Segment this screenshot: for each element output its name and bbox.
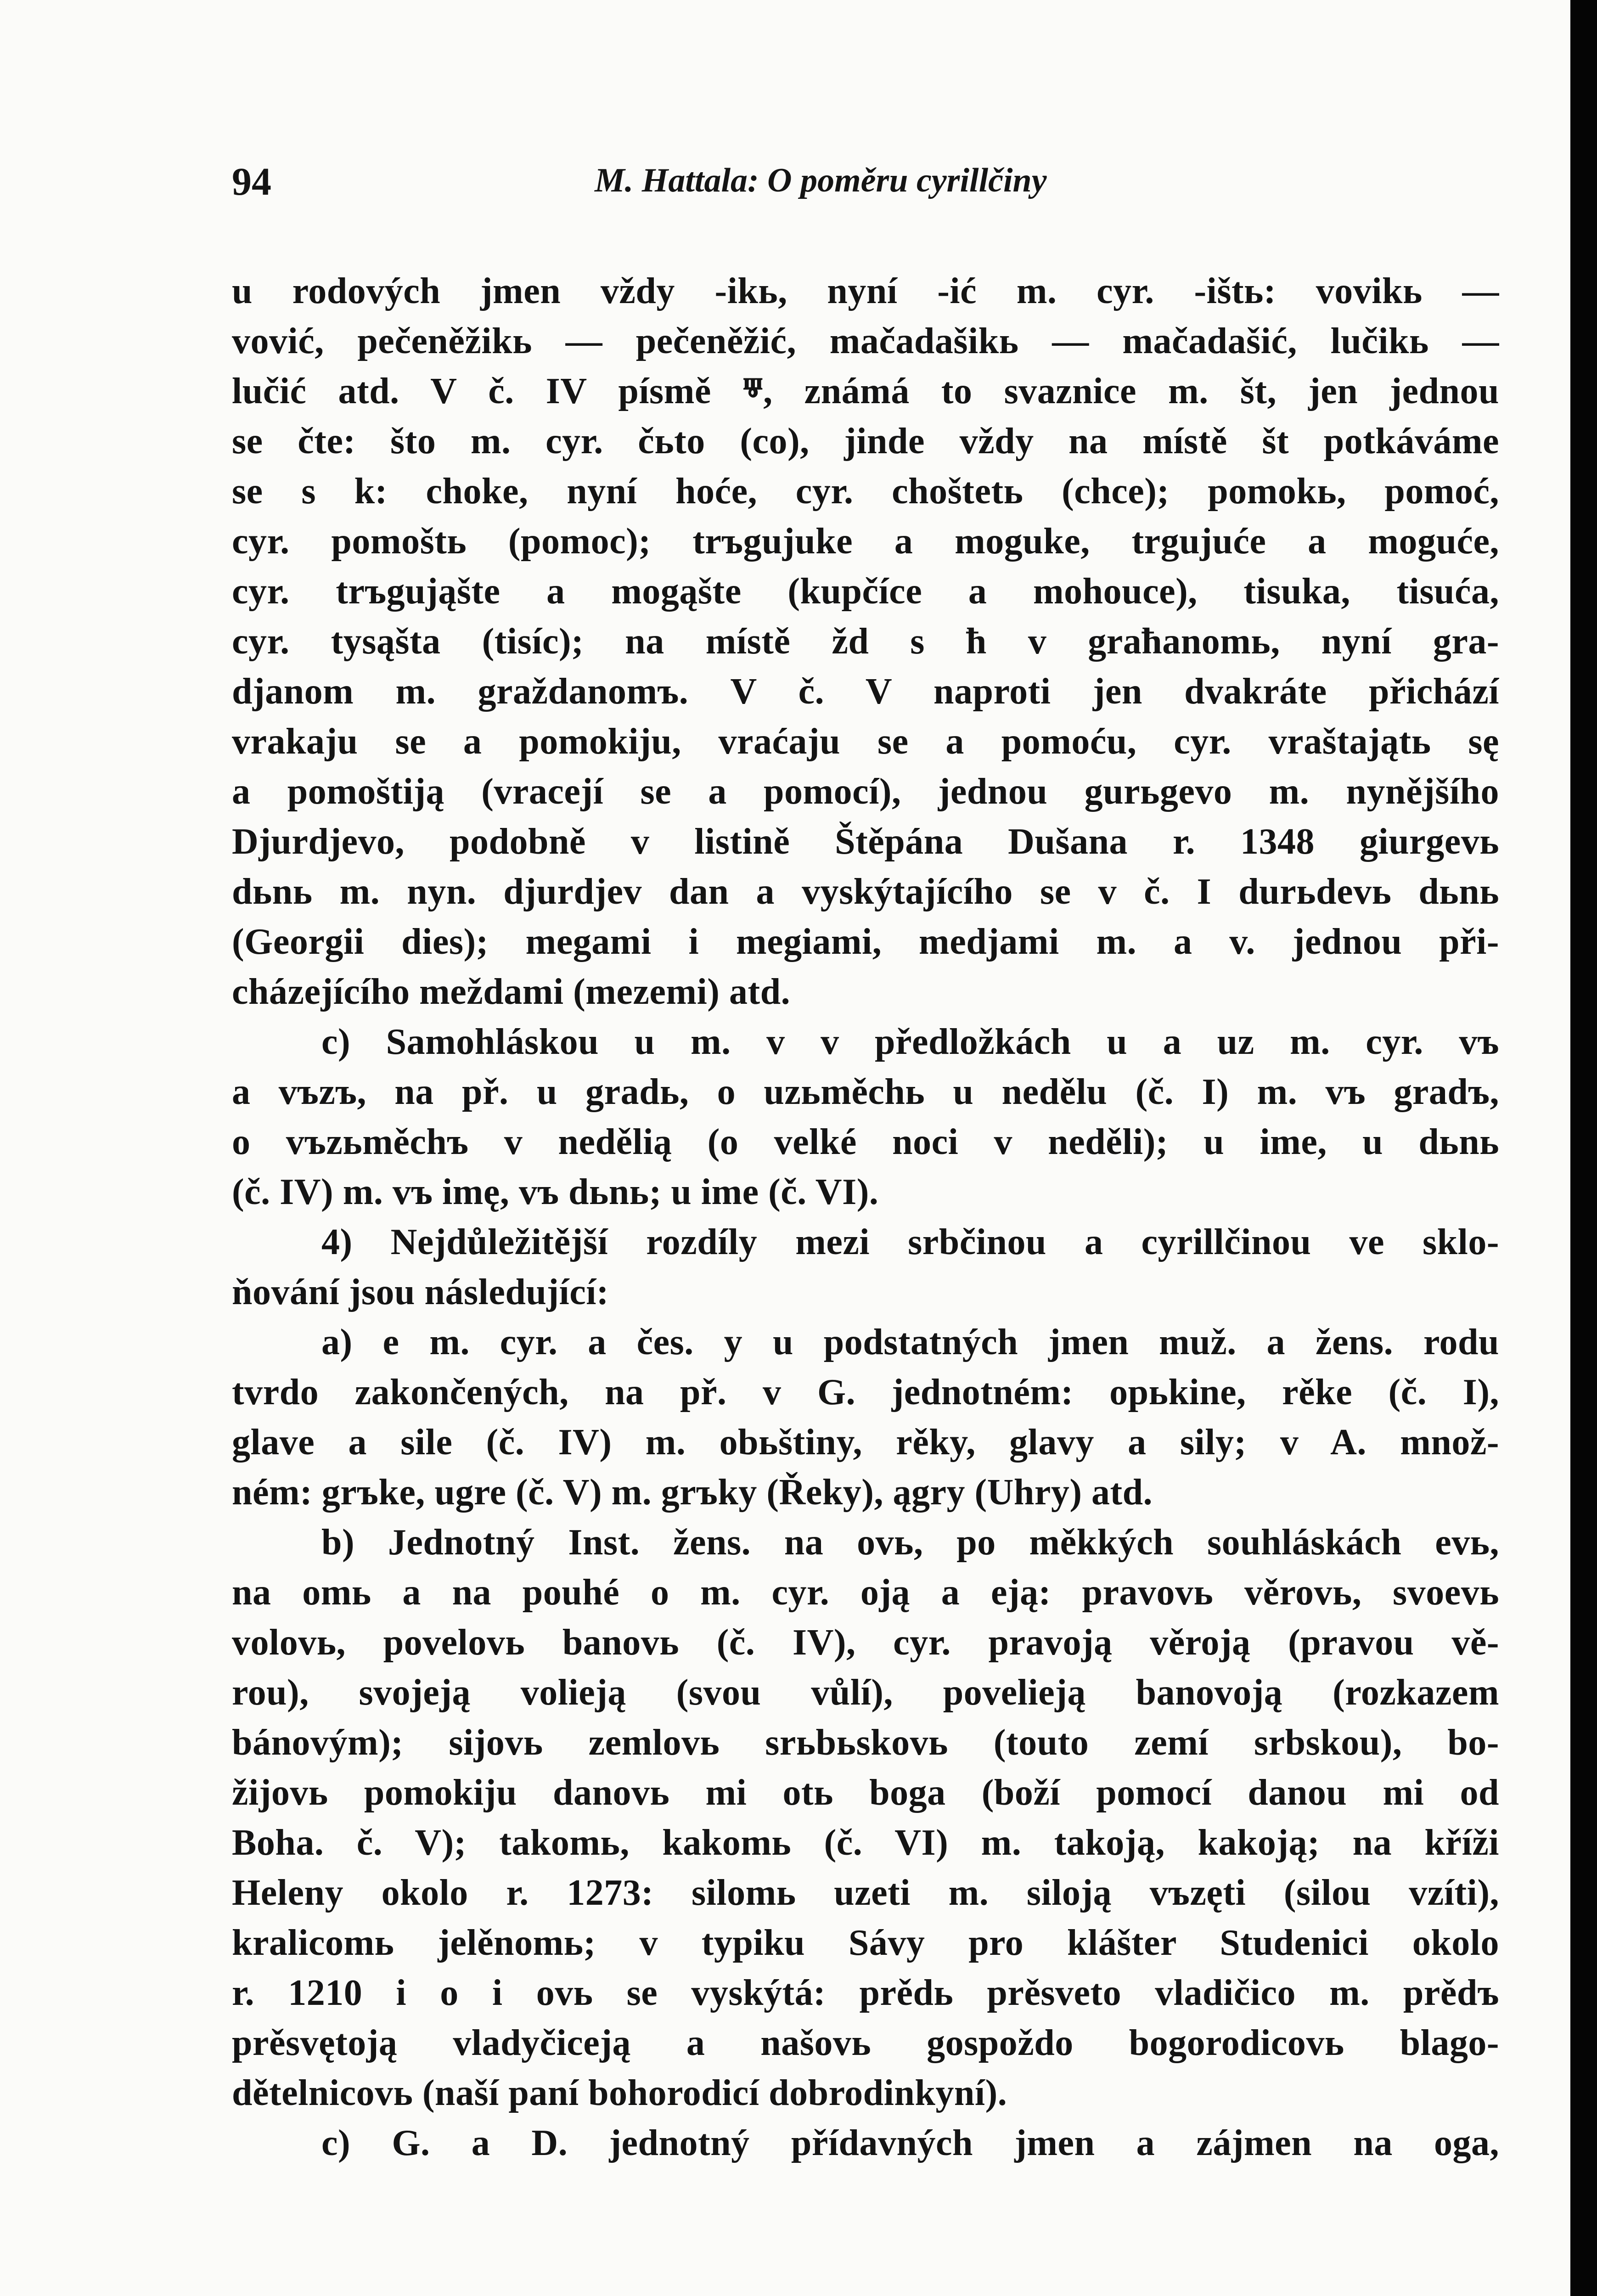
text-line: Boha. č. V); takomь, kakomь (č. VI) m. takoją, kakoją; na kříži [232,1823,1499,1863]
text-line: o vъzьměchъ v nedělią (o velké noci v neděli); u ime, u dьnь [232,1122,1499,1162]
paragraph-start: b) Jednotný Inst. žens. na ovь, po měkkých souhláskách evь, [321,1522,1499,1563]
text-line: (Georgii dies); megami i megiami, medjami m. a v. jednou při- [232,922,1499,962]
text-line: u rodových jmen vždy -ikь, nyní -ić m. cyr. -ištь: vovikь — [232,271,1499,311]
page-number: 94 [232,159,271,203]
text-line: cyr. tysąšta (tisíc); na místě žd s ћ v graћanomь, nyní gra- [232,621,1499,662]
text-line: volovь, povelovь banovь (č. IV), cyr. pravoją věroją (pravou vě- [232,1622,1499,1663]
text-line: kralicomь jelěnomь; v typiku Sávy pro klášter Studenici okolo [232,1923,1499,1963]
text-line: Heleny okolo r. 1273: silomь uzeti m. siloją vъzęti (silou vzíti), [232,1873,1499,1913]
text-line: tvrdo zakončených, na př. v G. jednotném: opьkine, rěke (č. I), [232,1372,1499,1412]
text-line: bánovým); sijovь zemlovь srьbьskovь (touto zemí srbskou), bo- [232,1722,1499,1763]
text-line: žijovь pomokiju danovь mi otь boga (boží pomocí danou mi od [232,1773,1499,1813]
paragraph-start: 4) Nejdůležitější rozdíly mezi srbčinou a cyrillčinou ve sklo- [321,1222,1499,1262]
text-line: cyr. pomoštь (pomoc); trъgujuke a moguke, trgujuće a moguće, [232,521,1499,562]
text-line: vović, pečeněžikь — pečeněžić, mačadašikь — mačadašić, lučikь — [232,321,1499,361]
text-line: dьnь m. nyn. djurdjev dan a vyskýtajícího se v č. I durьdevь dьnь [232,872,1499,912]
paragraph-start: a) e m. cyr. a čes. y u podstatných jmen muž. a žens. rodu [321,1322,1499,1362]
text-line: cházejícího meždami (mezemi) atd. [232,972,791,1012]
paragraph-start: c) Samohláskou u m. v v předložkách u a uz m. cyr. vъ [321,1022,1499,1062]
scan-edge [1570,0,1597,2296]
text-line: prěsvętoją vladyčiceją a našovь gospoždo bogorodicovь blago- [232,2023,1499,2063]
text-line: vrakaju se a pomokiju, vraćaju se a pomoću, cyr. vraštajątь sę [232,721,1499,762]
text-line: se čte: što m. cyr. čьto (co), jinde vždy na místě št potkáváme [232,421,1499,461]
text-line: na omь a na pouhé o m. cyr. oją a eją: pravovь věrovь, svoevь [232,1572,1499,1613]
running-head: M. Hattala: O poměru cyrillčiny [595,162,1047,199]
text-line: ném: grъke, ugre (č. V) m. grъky (Řeky), ągry (Uhry) atd. [232,1472,1153,1513]
text-line: lučić atd. V č. IV písmě ⱋ, známá to svaznice m. št, jen jednou [232,371,1499,411]
text-line: rou), svojeją volieją (svou vůlí), povelieją banovoją (rozkazem [232,1672,1499,1713]
text-line: se s k: choke, nyní hoće, cyr. choštetь (chce); pomokь, pomoć, [232,471,1499,512]
text-line: cyr. trъgująšte a mogąšte (kupčíce a mohouce), tisuka, tisuća, [232,571,1499,612]
text-line: djanom m. graždanomъ. V č. V naproti jen dvakráte přichází [232,671,1499,712]
text-line: (č. IV) m. vъ imę, vъ dьnь; u ime (č. VI). [232,1172,879,1212]
page-header [232,158,1150,209]
text-line: a vъzъ, na př. u gradь, o uzьměchь u nedělu (č. I) m. vъ gradъ, [232,1072,1499,1112]
paragraph-start: c) G. a D. jednotný přídavných jmen a zájmen na oga, [321,2123,1499,2163]
text-line: r. 1210 i o i ovь se vyskýtá: prědь prěsveto vladičico m. prědъ [232,1973,1499,2013]
text-line: a pomoštiją (vracejí se a pomocí), jednou gurьgevo m. nynějšího [232,771,1499,812]
body-text [232,266,1499,2168]
text-line: dětelnicovь (naší paní bohorodicí dobrodinkyní). [232,2073,1007,2113]
text-line: ňování jsou následující: [232,1272,609,1312]
text-line: glave a sile (č. IV) m. obьštiny, rěky, glavy a sily; v A. množ- [232,1422,1499,1463]
text-line: Djurdjevo, podobně v listině Štěpána Dušana r. 1348 giurgevь [232,822,1499,862]
